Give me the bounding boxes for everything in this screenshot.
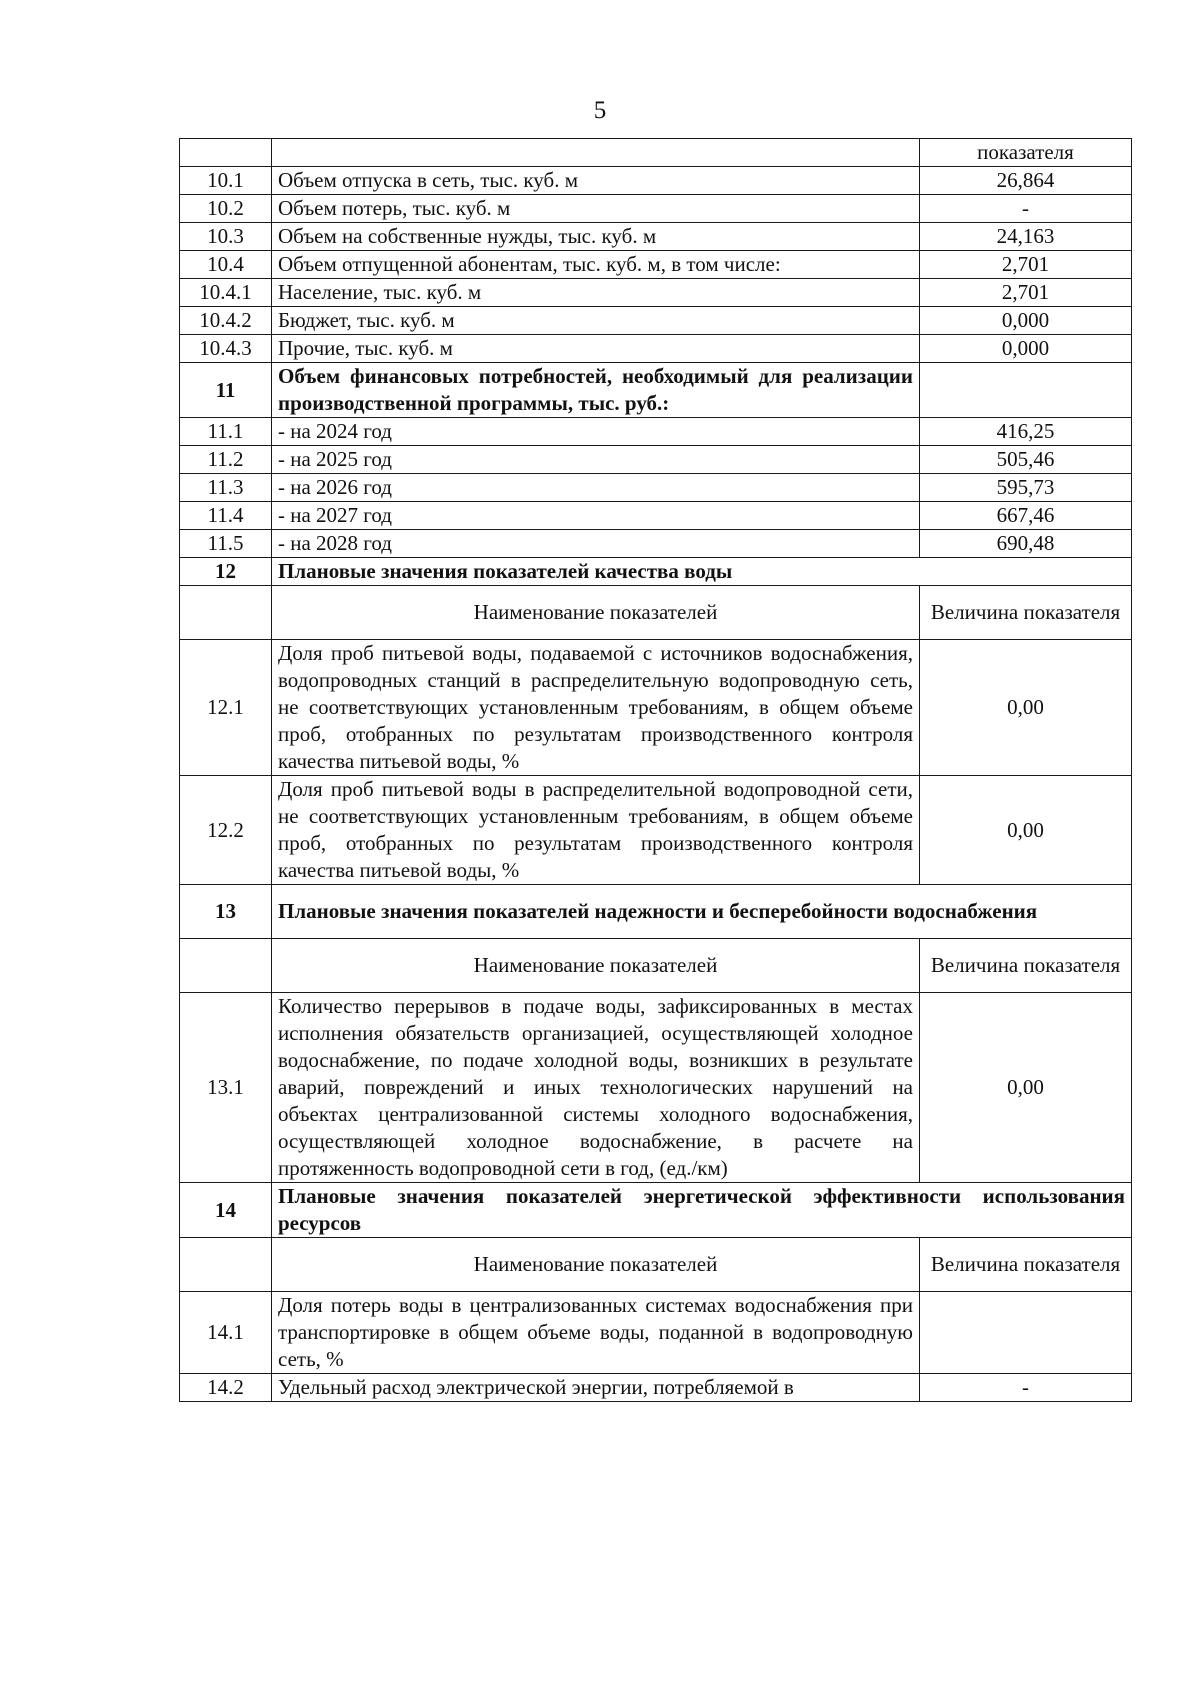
table-row — [180, 139, 1132, 167]
table-row — [180, 167, 1132, 195]
table-row — [180, 1292, 1132, 1374]
row-value-cell: 2,701 — [920, 251, 1132, 279]
row-value-cell: 0,000 — [920, 335, 1132, 363]
row-number-cell: 10.4.1 — [180, 279, 272, 307]
row-number-cell: 10.3 — [180, 223, 272, 251]
row-name-cell — [272, 139, 920, 167]
table-row — [180, 279, 1132, 307]
section-header-row — [180, 363, 1132, 418]
row-value-cell: показателя — [920, 139, 1132, 167]
row-number-cell: 10.1 — [180, 167, 272, 195]
table-row — [180, 335, 1132, 363]
row-value-cell — [920, 1292, 1132, 1374]
row-name-cell: - на 2026 год — [272, 474, 920, 502]
row-number-cell: 11.1 — [180, 418, 272, 446]
section-title: Плановые значения показателей надежности и бесперебойности водоснабжения — [272, 885, 1132, 939]
table-row — [180, 474, 1132, 502]
row-value-cell: 505,46 — [920, 446, 1132, 474]
row-value-cell: - — [920, 195, 1132, 223]
row-name-cell: Доля проб питьевой воды в распределительной водопроводной сети, не соответствующих установленным требованиям, в общем объеме проб, отобранных по результатам производственного контроля качества питьевой воды, % — [272, 776, 920, 885]
header-number-cell — [180, 1238, 272, 1292]
row-value-cell: 690,48 — [920, 530, 1132, 558]
table-row — [180, 1374, 1132, 1402]
table-row — [180, 223, 1132, 251]
row-name-cell: Объем потерь, тыс. куб. м — [272, 195, 920, 223]
row-name-cell: Бюджет, тыс. куб. м — [272, 307, 920, 335]
table-row — [180, 502, 1132, 530]
row-number-cell: 14.1 — [180, 1292, 272, 1374]
row-value-cell: 2,701 — [920, 279, 1132, 307]
table-row — [180, 307, 1132, 335]
header-number-cell — [180, 939, 272, 993]
column-header-row — [180, 1238, 1132, 1292]
row-name-cell: Население, тыс. куб. м — [272, 279, 920, 307]
section-header-row — [180, 885, 1132, 939]
table-row — [180, 418, 1132, 446]
row-number-cell: 11.5 — [180, 530, 272, 558]
row-number-cell: 10.4 — [180, 251, 272, 279]
row-number-cell: 12.2 — [180, 776, 272, 885]
table-row — [180, 993, 1132, 1183]
table-row — [180, 776, 1132, 885]
row-name-cell: Удельный расход электрической энергии, потребляемой в — [272, 1374, 920, 1402]
section-header-row — [180, 558, 1132, 586]
row-number-cell: 11.4 — [180, 502, 272, 530]
header-number-cell — [180, 586, 272, 640]
table-row — [180, 446, 1132, 474]
section-title: Объем финансовых потребностей, необходимый для реализации производственной программы, тыс. руб.: — [272, 363, 920, 418]
row-number-cell: 11.3 — [180, 474, 272, 502]
section-title: Плановые значения показателей качества воды — [272, 558, 1132, 586]
table-row — [180, 251, 1132, 279]
row-name-cell: - на 2028 год — [272, 530, 920, 558]
row-value-cell: 416,25 — [920, 418, 1132, 446]
row-value-cell: 26,864 — [920, 167, 1132, 195]
row-number-cell: 10.4.3 — [180, 335, 272, 363]
row-name-cell: Объем отпущенной абонентам, тыс. куб. м, в том числе: — [272, 251, 920, 279]
row-number-cell — [180, 139, 272, 167]
header-value-cell: Величина показателя — [920, 1238, 1132, 1292]
row-name-cell: Объем отпуска в сеть, тыс. куб. м — [272, 167, 920, 195]
column-header-row — [180, 939, 1132, 993]
row-name-cell: - на 2025 год — [272, 446, 920, 474]
row-name-cell: Прочие, тыс. куб. м — [272, 335, 920, 363]
row-value-cell: 0,00 — [920, 640, 1132, 776]
row-number-cell: 14.2 — [180, 1374, 272, 1402]
row-number-cell: 11.2 — [180, 446, 272, 474]
table-row — [180, 640, 1132, 776]
row-number-cell: 10.4.2 — [180, 307, 272, 335]
table-row — [180, 195, 1132, 223]
page-number: 5 — [593, 97, 607, 124]
section-number: 11 — [180, 363, 272, 418]
header-name-cell: Наименование показателей — [272, 939, 920, 993]
row-name-cell: - на 2024 год — [272, 418, 920, 446]
section-header-row — [180, 1183, 1132, 1238]
column-header-row — [180, 586, 1132, 640]
row-value-cell: 595,73 — [920, 474, 1132, 502]
header-value-cell: Величина показателя — [920, 586, 1132, 640]
section-number: 14 — [180, 1183, 272, 1238]
row-name-cell: Объем на собственные нужды, тыс. куб. м — [272, 223, 920, 251]
row-value-cell: - — [920, 1374, 1132, 1402]
section-title: Плановые значения показателей энергетической эффективности использования ресурсов — [272, 1183, 1132, 1238]
section-number: 12 — [180, 558, 272, 586]
row-value-cell: 667,46 — [920, 502, 1132, 530]
row-name-cell: - на 2027 год — [272, 502, 920, 530]
row-name-cell: Количество перерывов в подаче воды, зафиксированных в местах исполнения обязательств организацией, осуществляющей холодное водоснабжение, по подаче холодной воды, возникших в результате аварий, повреждений и иных технологических нарушений на объектах централизованной системы холодного водоснабжения, осуществляющей холодное водоснабжение, в расчете на протяженность водопроводной сети в год, (ед./км) — [272, 993, 920, 1183]
section-value-cell — [920, 363, 1132, 418]
row-number-cell: 13.1 — [180, 993, 272, 1183]
header-name-cell: Наименование показателей — [272, 1238, 920, 1292]
header-name-cell: Наименование показателей — [272, 586, 920, 640]
row-number-cell: 10.2 — [180, 195, 272, 223]
row-value-cell: 24,163 — [920, 223, 1132, 251]
row-name-cell: Доля потерь воды в централизованных системах водоснабжения при транспортировке в общем объеме воды, поданной в водопроводную сеть, % — [272, 1292, 920, 1374]
section-number: 13 — [180, 885, 272, 939]
row-value-cell: 0,000 — [920, 307, 1132, 335]
indicators-table — [179, 138, 1132, 1402]
table-row — [180, 530, 1132, 558]
row-name-cell: Доля проб питьевой воды, подаваемой с источников водоснабжения, водопроводных станций в распределительную водопроводную сеть, не соответствующих установленным требованиям, в общем объеме проб, отобранных по результатам производственного контроля качества питьевой воды, % — [272, 640, 920, 776]
row-value-cell: 0,00 — [920, 993, 1132, 1183]
row-number-cell: 12.1 — [180, 640, 272, 776]
header-value-cell: Величина показателя — [920, 939, 1132, 993]
row-value-cell: 0,00 — [920, 776, 1132, 885]
